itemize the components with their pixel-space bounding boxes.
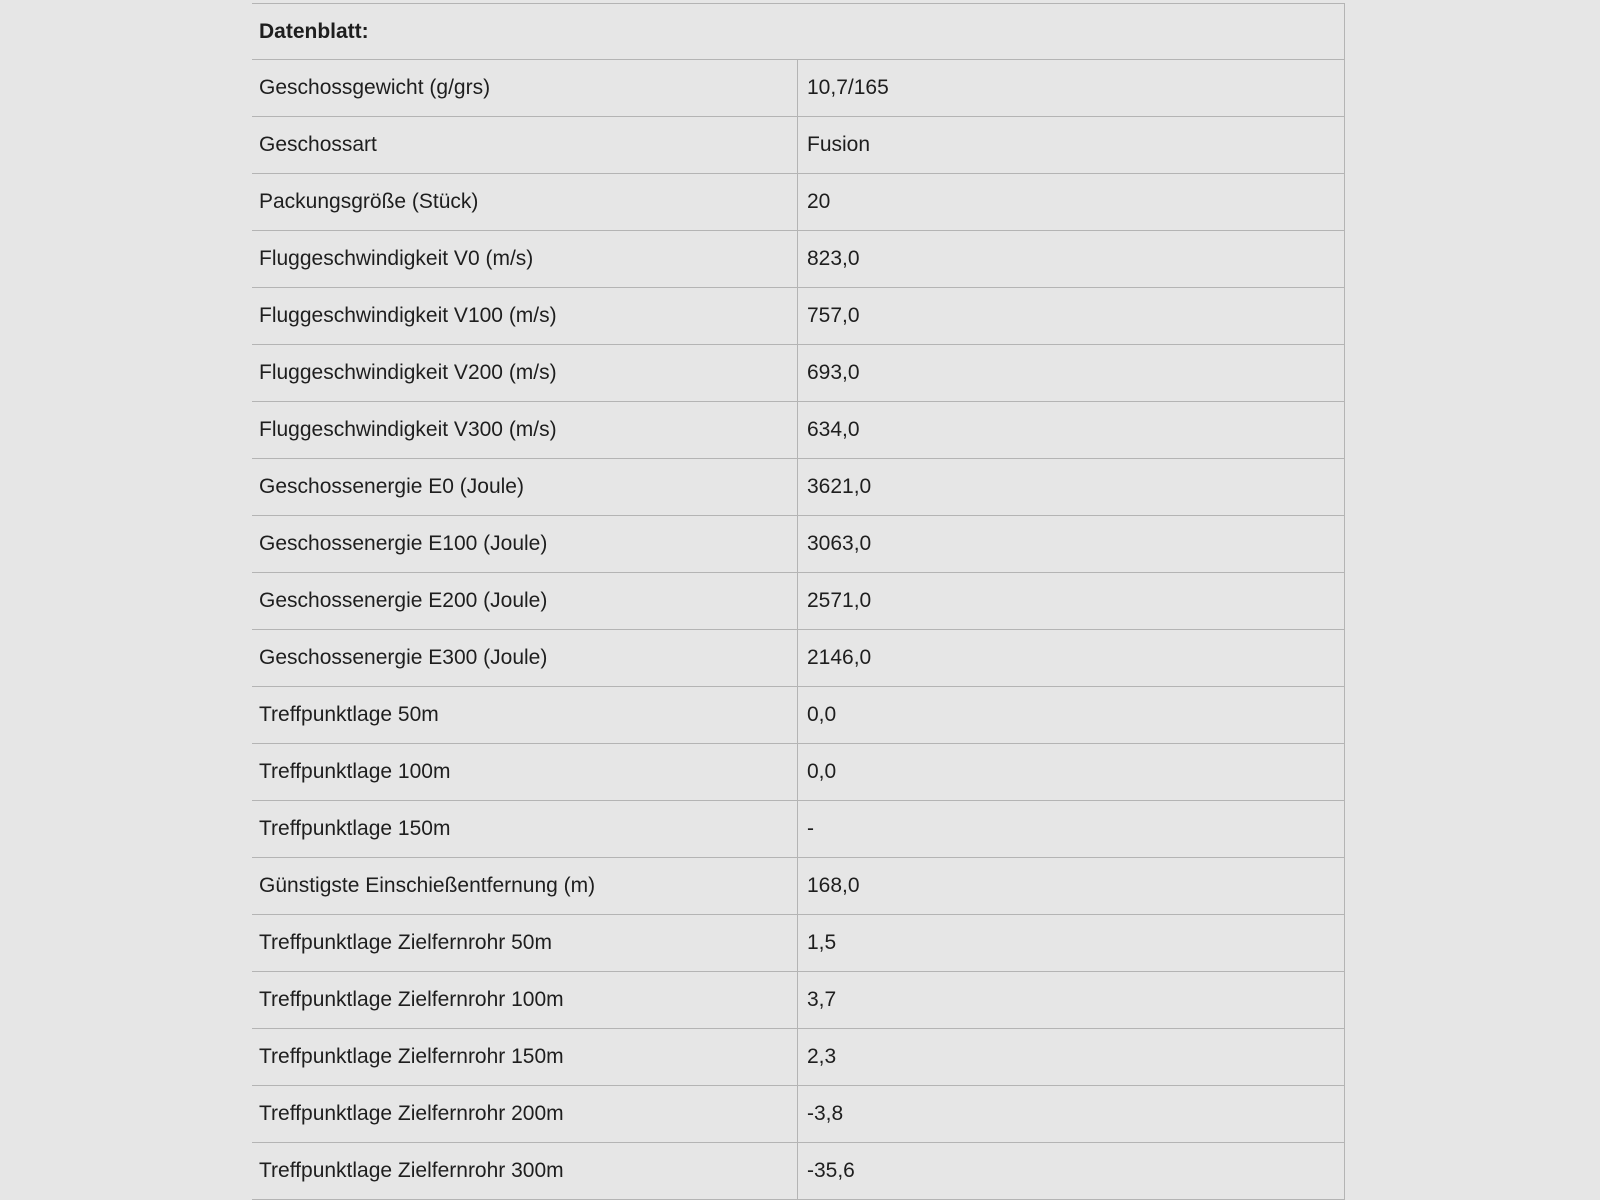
table-row [252,117,1344,174]
row-value: 168,0 [807,874,860,897]
row-label: Günstigste Einschießentfernung (m) [252,858,798,914]
row-value: - [807,817,814,840]
row-value: -3,8 [807,1102,844,1125]
row-label: Treffpunktlage Zielfernrohr 100m [252,972,798,1028]
datasheet-table [252,3,1345,1200]
table-row [252,858,1344,915]
table-row [252,402,1344,459]
table-row [252,573,1344,630]
row-value: 20 [807,190,831,213]
row-label: Packungsgröße (Stück) [252,174,798,230]
row-value: 1,5 [807,931,837,954]
row-label: Treffpunktlage Zielfernrohr 150m [252,1029,798,1085]
row-value: 0,0 [807,703,837,726]
row-label: Fluggeschwindigkeit V0 (m/s) [252,231,798,287]
table-row [252,972,1344,1029]
table-row [252,516,1344,573]
row-value: 2146,0 [807,646,872,669]
row-label: Geschossenergie E200 (Joule) [252,573,798,629]
table-row [252,687,1344,744]
row-value: 2571,0 [807,589,872,612]
row-value: Fusion [807,133,871,156]
datasheet-title: Datenblatt: [252,4,1344,60]
table-row [252,744,1344,801]
table-row [252,459,1344,516]
row-value: -35,6 [807,1159,855,1182]
row-label: Geschossenergie E100 (Joule) [252,516,798,572]
table-row [252,1143,1344,1200]
table-row [252,345,1344,402]
row-label: Geschossart [252,117,798,173]
table-row [252,1086,1344,1143]
row-value: 757,0 [807,304,860,327]
row-value: 3,7 [807,988,837,1011]
row-label: Treffpunktlage 150m [252,801,798,857]
table-row [252,174,1344,231]
row-value: 3063,0 [807,532,872,555]
row-value: 0,0 [807,760,837,783]
row-label: Geschossenergie E300 (Joule) [252,630,798,686]
row-label: Treffpunktlage Zielfernrohr 300m [252,1143,798,1199]
row-label: Fluggeschwindigkeit V200 (m/s) [252,345,798,401]
row-label: Fluggeschwindigkeit V300 (m/s) [252,402,798,458]
row-value: 823,0 [807,247,860,270]
row-value: 10,7/165 [807,76,889,99]
row-value: 3621,0 [807,475,872,498]
row-value: 693,0 [807,361,860,384]
table-row [252,1029,1344,1086]
row-label: Fluggeschwindigkeit V100 (m/s) [252,288,798,344]
table-row [252,288,1344,345]
row-label: Geschossenergie E0 (Joule) [252,459,798,515]
row-label: Treffpunktlage 100m [252,744,798,800]
row-value: 2,3 [807,1045,837,1068]
row-label: Treffpunktlage Zielfernrohr 50m [252,915,798,971]
table-row [252,915,1344,972]
row-value: 634,0 [807,418,860,441]
row-label: Geschossgewicht (g/grs) [252,60,798,116]
table-row [252,60,1344,117]
row-label: Treffpunktlage 50m [252,687,798,743]
row-label: Treffpunktlage Zielfernrohr 200m [252,1086,798,1142]
table-row [252,801,1344,858]
table-row [252,231,1344,288]
table-row [252,630,1344,687]
